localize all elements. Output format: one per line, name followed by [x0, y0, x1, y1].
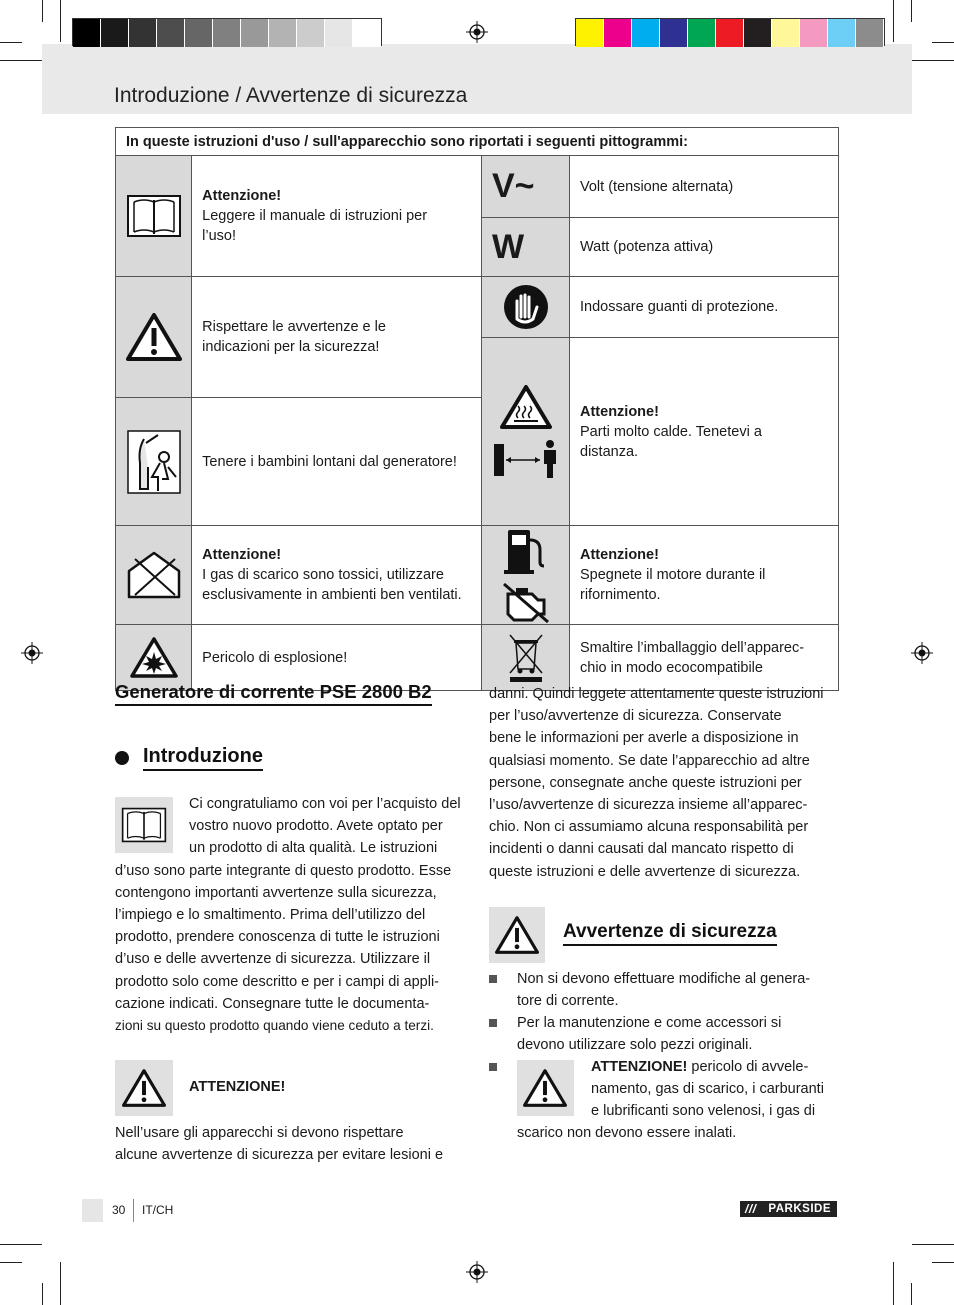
color-swatch: [744, 19, 772, 47]
text-line: incidenti o danni causati dal mancato rispetto di: [489, 841, 794, 858]
registration-mark-icon: [466, 1261, 488, 1283]
text-line: contengono importanti avvertenze sulla sicurezza,: [115, 884, 437, 901]
crop-mark: [60, 0, 61, 42]
cell-text: Spegnete il motore durante il rifornimento.: [580, 567, 766, 603]
table-text-cell: [570, 218, 839, 277]
text-line: namento, gas di scarico, i carburanti: [591, 1081, 824, 1098]
attention-inline-label: ATTENZIONE!: [591, 1059, 688, 1075]
color-swatch: [157, 19, 185, 47]
intro-paragraph: [115, 860, 475, 1038]
footer-divider: [133, 1199, 134, 1222]
text-line: cazione indicati. Consegnare tutte le documenta-: [115, 995, 430, 1012]
intro-paragraph-short: [189, 793, 479, 860]
fuel-pump-icon: [482, 526, 569, 576]
color-swatch: [772, 19, 800, 47]
color-swatch: [213, 19, 241, 47]
cell-text: Indossare guanti di protezione.: [580, 299, 779, 315]
table-text-cell: [570, 277, 839, 338]
continued-paragraph: [489, 683, 849, 883]
text-line: tore di corrente.: [517, 993, 619, 1010]
page-title: Introduzione / Avvertenze di sicurezza: [114, 84, 468, 107]
cell-text: Parti molto calde. Tenetevi a distanza.: [580, 423, 762, 460]
bullet-warning-box: [517, 1060, 574, 1116]
text-line: vostro nuovo prodotto. Avete optato per: [189, 818, 443, 835]
safety-icon-box: [489, 907, 545, 963]
hot-surface-icon: [482, 384, 569, 430]
color-swatch: [576, 19, 604, 47]
keep-children-away-icon: [116, 427, 191, 497]
table-icon-cell: [482, 625, 570, 691]
section-bullet-icon: [115, 751, 129, 765]
text-line: prodotto solo come descritto e per i campi di appli-: [115, 973, 439, 990]
crop-mark: [911, 1283, 912, 1305]
cell-text: Smaltire l’imballaggio dell’apparec-chio in modo ecocompatibile: [580, 639, 805, 676]
table-text-cell: [192, 398, 482, 526]
crop-mark: [0, 1244, 42, 1245]
text-line: Ci congratuliamo con voi per l’acquisto del: [189, 796, 461, 812]
color-swatch: [632, 19, 660, 47]
cell-title: Attenzione!: [580, 403, 659, 420]
text-line: e lubrificanti sono velenosi, i gas di: [591, 1103, 816, 1120]
crop-mark: [42, 1283, 43, 1305]
crop-mark: [911, 0, 912, 22]
brand-name: PARKSIDE: [768, 1203, 831, 1215]
text-line: Non si devono effettuare modifiche al genera-: [517, 971, 811, 987]
color-swatch: [604, 19, 632, 47]
cell-text: Watt (potenza attiva): [580, 239, 714, 255]
intro-title: Introduzione: [143, 745, 263, 771]
table-icon-cell: [482, 156, 570, 218]
crop-mark: [932, 42, 954, 43]
color-swatch: [325, 19, 353, 47]
brand-logo: [740, 1201, 837, 1217]
cell-title: Attenzione!: [580, 547, 659, 563]
footer-box: [82, 1199, 103, 1222]
bullet-item: [517, 968, 847, 1012]
text-line: l’uso/avvertenze di sicurezza insieme all’apparec-: [489, 797, 808, 814]
text-line: devono utilizzare solo pezzi originali.: [517, 1037, 753, 1054]
color-bar: [575, 18, 885, 46]
color-swatch: [688, 19, 716, 47]
bullet-square-icon: [489, 975, 497, 983]
color-swatch: [828, 19, 856, 47]
text-line: pericolo di avvele-: [687, 1059, 809, 1075]
no-closed-room-icon: [116, 549, 191, 601]
color-swatch: [129, 19, 157, 47]
color-swatch: [856, 19, 884, 47]
table-text-cell: [570, 625, 839, 691]
table-text-cell: [192, 526, 482, 625]
table-icon-cell: [116, 156, 192, 277]
safety-title: Avvertenze di sicurezza: [563, 921, 777, 946]
table-text-cell: [570, 338, 839, 526]
table-text-cell: [192, 156, 482, 277]
manual-book-icon: [116, 192, 191, 240]
warning-triangle-icon: [122, 1068, 166, 1108]
intro-icon-box: [115, 797, 173, 853]
table-icon-cell: [116, 277, 192, 398]
crop-mark: [912, 1244, 954, 1245]
text-line: Per la manutenzione e come accessori si: [517, 1015, 782, 1031]
table-icon-cell: [482, 277, 570, 338]
crop-mark: [42, 0, 43, 22]
text-line: prodotto, prendere conoscenza di tutte le istruzioni: [115, 929, 440, 946]
crop-mark: [932, 1262, 954, 1263]
grayscale-bar: [72, 18, 382, 46]
engine-off-icon: [482, 580, 569, 624]
crop-mark: [893, 1262, 894, 1305]
cell-title: Attenzione!: [202, 547, 282, 563]
crop-mark: [60, 1262, 61, 1305]
registration-mark-icon: [911, 642, 933, 664]
locale-label: IT/CH: [142, 1203, 174, 1217]
table-heading: In queste istruzioni d'uso / sull'apparecchio sono riportati i seguenti pittogrammi:: [116, 128, 839, 156]
registration-mark-icon: [466, 21, 488, 43]
color-swatch: [101, 19, 129, 47]
bullet-item: [517, 1012, 847, 1056]
table-icon-cell: [482, 218, 570, 277]
bullet-item-tail: [517, 1122, 837, 1144]
cell-text: I gas di scarico sono tossici, utilizzare esclusivamente in ambienti ben ventilati.: [202, 567, 462, 603]
product-title: Generatore di corrente PSE 2800 B2: [115, 681, 432, 706]
cell-text: Volt (tensione alternata): [580, 178, 734, 195]
attention-icon-box: [115, 1060, 173, 1116]
gloves-icon: [482, 283, 569, 331]
bullet-square-icon: [489, 1063, 497, 1071]
color-swatch: [185, 19, 213, 47]
table-icon-cell: [482, 338, 570, 526]
bullet-square-icon: [489, 1019, 497, 1027]
text-line: Nell’usare gli apparecchi si devono rispettare: [115, 1125, 404, 1141]
warning-triangle-icon: [495, 915, 539, 955]
crop-mark: [0, 42, 22, 43]
cell-text: Leggere il manuale di istruzioni per l’uso!: [202, 208, 428, 244]
crop-mark: [0, 1262, 22, 1263]
attention-label: ATTENZIONE!: [189, 1079, 286, 1095]
manual-book-icon: [121, 805, 167, 845]
crop-mark: [912, 60, 954, 61]
text-line: d’uso e delle avvertenze di sicurezza. Utilizzare il: [115, 951, 431, 968]
color-swatch: [353, 19, 381, 47]
color-swatch: [660, 19, 688, 47]
color-swatch: [269, 19, 297, 47]
text-line: queste istruzioni e delle avvertenze di sicurezza.: [489, 863, 801, 880]
volt-ac-icon: V~: [492, 167, 535, 205]
text-line: un prodotto di alta qualità. Le istruzioni: [189, 840, 438, 857]
text-line: alcune avvertenze di sicurezza per evitare lesioni e: [115, 1147, 444, 1164]
color-swatch: [800, 19, 828, 47]
crop-mark: [0, 60, 42, 61]
explosion-hazard-icon: [116, 636, 191, 680]
bullet-item: [591, 1056, 841, 1123]
keep-distance-icon: [482, 438, 569, 480]
recycle-bin-icon: [482, 631, 569, 685]
table-text-cell: [570, 156, 839, 218]
table-icon-cell: [116, 526, 192, 625]
text-line: d’uso sono parte integrante di questo prodotto. Esse: [115, 862, 452, 879]
logo-slashes-icon: ///: [745, 1202, 757, 1216]
cell-text: Tenere i bambini lontani dal generatore!: [202, 453, 457, 470]
text-line: danni. Quindi leggete attentamente queste istruzioni: [489, 686, 824, 702]
color-swatch: [73, 19, 101, 47]
color-swatch: [241, 19, 269, 47]
warning-triangle-icon: [523, 1068, 567, 1108]
cell-text: Pericolo di esplosione!: [202, 649, 348, 666]
text-line: persone, consegnate anche queste istruzioni per: [489, 774, 802, 791]
text-line: per l’uso/avvertenze di sicurezza. Conservate: [489, 708, 782, 725]
attention-paragraph: [115, 1122, 475, 1166]
cell-text: Rispettare le avvertenze e le indicazioni per la sicurezza!: [202, 319, 386, 355]
text-line: zioni su questo prodotto quando viene ceduto a terzi.: [115, 1018, 434, 1034]
text-line: scarico non devono essere inalati.: [517, 1125, 737, 1141]
table-text-cell: [570, 526, 839, 625]
registration-mark-icon: [21, 642, 43, 664]
text-line: chio. Non ci assumiamo alcuna responsabilità per: [489, 819, 809, 836]
table-icon-cell: [482, 526, 570, 625]
text-line: bene le informazioni per averle a disposizione in: [489, 730, 799, 747]
table-icon-cell: [116, 398, 192, 526]
color-swatch: [716, 19, 744, 47]
text-line: l’impiego e lo smaltimento. Prima dell’utilizzo del: [115, 907, 426, 923]
color-swatch: [297, 19, 325, 47]
warning-triangle-icon: [116, 312, 191, 362]
watt-icon: W: [492, 227, 525, 266]
pictogram-table: [115, 127, 839, 691]
text-line: qualsiasi momento. Se date l’apparecchio ad altre: [489, 752, 810, 769]
table-text-cell: [192, 277, 482, 398]
page-number: 30: [112, 1203, 126, 1217]
crop-mark: [893, 0, 894, 42]
cell-title: Attenzione!: [202, 188, 282, 204]
